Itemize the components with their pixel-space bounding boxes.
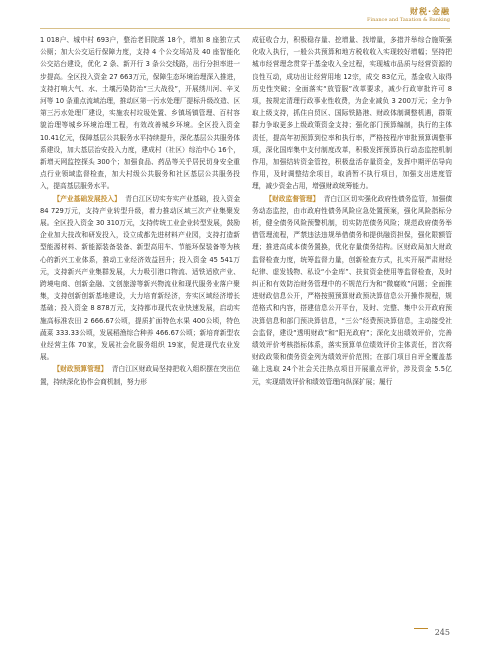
header-title: 财税·金融: [409, 7, 450, 16]
page-number: 245: [434, 628, 450, 637]
header-divider: [40, 28, 450, 29]
section-supervision: [252, 193, 452, 388]
left-paragraph-1: 1 018户、城中村 693户，整治老旧院落 18个，增加 8 座独立式公厕；加大公交运行保障力度，支持 4 个公交场站及 40 座智能化公交站台建设，优化 2 条、新开行 3 条公交线路，出行分担率进一步提高。全区投入资金 27 663万元，保障生态环境治理深入推进，支持打响大气、水、土壤污染防治“三大战役”，开展绣川河、辛叉河等 10 条重点流域治理，推动区第一污水处理厂提标升级改造、区第三污水处理厂建设，实施农村垃圾处置、乡镇场镇管理、百村容貌治理等城乡环境治理工程，有效改善城乡环境。全区投入资金 10.41亿元，保障基层公共服务水平持续提升，深化基层公共服务体系建设，加大基层治安投入力度，建成村（社区）综治中心 16个，新增天网监控探头 300个；加强食品、药品等关乎居民切身安全重点行业领域监督检查，加大村级公共服务和社区基层公共服务投入，提高基层服务水平。: [40, 36, 241, 191]
left-column: [40, 34, 240, 388]
header-subtitle: Finance and Taxation & Banking: [367, 17, 450, 23]
right-paragraph-1: 成征收合力，积极稳存量、挖增量、找增量，多措并举综合施策强化收入执行，一般公共预算和地方税收收入实现较好增幅；坚持把城市经营理念贯穿于基金收入全过程，实现城市品质与经营资源的良性互动，成功出让经营用地 12宗，成交 83亿元，基金收入取得历史性突破；全面落实“放管服”改革要求，减少行政审批许可 8项，按规定清理行政事业性收费，为企业减负 3 200万元；全力争取上级支持，抓住自贸区、国际铁路港、财政体制调整机遇，群策群力争取更多上级政策资金支持；强化部门预算编制，执行的主体责任，提高年初预算到位率和执行率，严格按程序审批预算调整事项，深化国库集中支付制度改革，积极发挥预算执行动态监控机制作用，加强结转资金管控，积极盘活存量资金，发挥中期评估导向作用，及时调整结余项目，取消暂不执行项目，加强支出进度管理，减少资金占用，增强财政统筹能力。: [252, 36, 452, 191]
section-supervision-body: 青白江区切实强化政府性债务监管，加强债务动态监控，由市政府性债务风险应急处置预案，强化风险指标分析，健全债务风险预警机制，切实防范债务风险；规范政府债务举借管理流程，严禁违法违规举借债务和提供融资担保，强化限额管理；推进高成本债务置换，优化存量债务结构。区财政局加大财政监督检查力度，统筹监督力量，创新检查方式，扎实开展严肃财经纪律、虚发钱物、私设“小金库”、扶贫资金使用等监督检查，及时纠正和有效防治财务管理中的不规范行为和“微腐败”问题；全面推进财政信息公开，严格按照预算财政预决算信息公开操作规程，规范格式和内容，搭建信息公开平台，及时、完整、集中公开政府预决算信息和部门预决算信息，“三公”经费预决算信息，主动接受社会监督，建设“透明财政”和“阳光政府”；深化支出绩效评价，完善绩效评价考核指标体系，落实预算单位绩效评价主体责任，首次将财政政策和债务资金列为绩效评价范围；在部门项目自评全覆盖基础上选取 24个社会关注热点项目开展重点评价，涉及资金 5.5亿元，实现绩效评价和绩效管理向纵深扩展；履行: [252, 194, 453, 386]
section-budget-tag: 【财政预算管理】: [53, 365, 108, 374]
page-header: [367, 6, 450, 23]
page-number-rule: [414, 628, 428, 629]
section-budget-body: 青白江区财政局坚持把收入组织摆在突出位置，持续深化协作会商机制，努力形: [40, 365, 241, 386]
section-industry-body: 青白江区切实夯实产业基础，投入资金 84 729万元，支持产业转型升级，着力推动区域三次产业集聚发展。全区投入资金 30 310万元，支持传统工业企业转型发展，鼓励企业加大技改和研发投入，设立成都先进材料产业园，支持打造新型能源材料、新能源装备装备、新型高用车、节能环保装备等为核心的新兴工业体系，推动工业经济效益回升；投入资金 45 541万元，支持新兴产业集群发展，大力吸引港口物流、适铁适欧产业、跨境电商、创新金融、文创旅游等新兴物流业和现代服务业落户聚集，支持创新创新基地建设，大力培育新经济，夯实区域经济增长基础；投入资金 8 878万元，支持都市现代农业快速发展，启动实施高标准农田 2 666.67公顷，提质扩面特色水果 400公顷，特色蔬菜 333.33公顷，发展稻渔综合种养 466.67公顷；新培育新型农业经营主体 70家，发展社会化服务组织 19家，促进现代农业发展。: [40, 194, 241, 362]
right-column: [252, 34, 452, 388]
section-supervision-tag: 【财政监督管理】: [265, 194, 320, 203]
section-budget: [40, 363, 240, 387]
section-industry-tag: 【产业基础发展投入】: [53, 194, 121, 203]
section-industry: [40, 193, 240, 364]
